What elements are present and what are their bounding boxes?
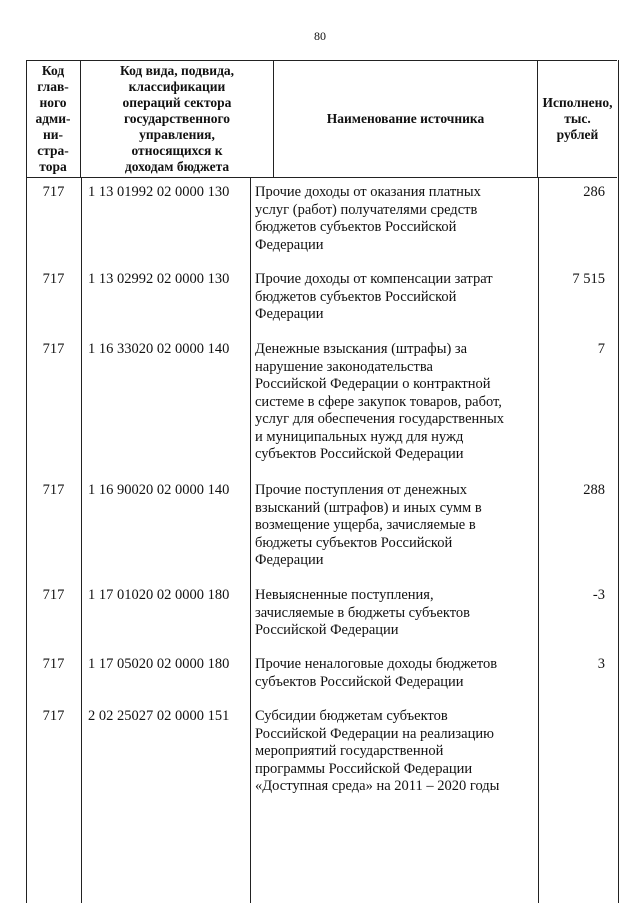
row-classification-code: 1 16 90020 02 0000 140 — [88, 482, 230, 498]
row-classification-code: 1 13 02992 02 0000 130 — [88, 271, 230, 287]
row-classification-code: 2 02 25027 02 0000 151 — [88, 708, 230, 724]
row-source-name: Прочие доходы от оказания платных услуг (работ) получателями средств бюджетов субъектов Российской Федерации — [255, 184, 481, 253]
row-source-name: Денежные взыскания (штрафы) за нарушение законодательства Российской Федерации о контрактной системе в сфере закупок товаров, работ, услуг для обеспечения государственных и муниципальных нужд для нужд субъектов Российской Федерации — [255, 341, 505, 462]
row-source-name: Прочие доходы от компенсации затрат бюджетов субъектов Российской Федерации — [255, 271, 493, 322]
row-source-name: Прочие неналоговые доходы бюджетов субъектов Российской Федерации — [255, 656, 498, 690]
page-number: 80 — [314, 29, 326, 43]
row-classification-code: 1 16 33020 02 0000 140 — [88, 341, 230, 357]
row-amount: 3 — [597, 656, 605, 672]
row-admin-code: 717 — [42, 656, 65, 672]
column-divider — [81, 178, 82, 903]
table-header — [26, 60, 617, 178]
row-classification-code: 1 17 05020 02 0000 180 — [88, 656, 230, 672]
row-admin-code: 717 — [42, 708, 65, 724]
row-admin-code: 717 — [42, 341, 65, 357]
row-admin-code: 717 — [42, 482, 65, 498]
row-amount: 7 — [597, 341, 605, 357]
row-amount: -3 — [592, 587, 605, 603]
row-admin-code: 717 — [42, 184, 65, 200]
row-amount: 288 — [583, 482, 605, 498]
row-classification-code: 1 17 01020 02 0000 180 — [88, 587, 230, 603]
row-classification-code: 1 13 01992 02 0000 130 — [88, 184, 230, 200]
header-source-name: Наименование источника — [274, 61, 538, 177]
row-source-name: Невыясненные поступления, зачисляемые в бюджеты субъектов Российской Федерации — [255, 587, 471, 638]
row-admin-code: 717 — [42, 587, 65, 603]
row-source-name: Субсидии бюджетам субъектов Российской Федерации на реализацию мероприятий государственной программы Российской Федерации «Доступная среда» на 2011 – 2020 годы — [255, 708, 500, 794]
header-admin-code: Код глав- ного адми- ни- стра- тора — [26, 61, 81, 177]
header-executed: Исполнено, тыс. рублей — [542, 95, 613, 142]
header-classification-code: Код вида, подвида, классификации операций сектора государственного управления, относящихся к доходам бюджета — [81, 61, 274, 177]
row-amount: 7 515 — [572, 271, 605, 287]
row-source-name: Прочие поступления от денежных взысканий (штрафов) и иных сумм в возмещение ущерба, зачисляемые в бюджеты субъектов Российской Федерации — [255, 482, 482, 568]
row-admin-code: 717 — [42, 271, 65, 287]
row-amount: 286 — [583, 184, 605, 200]
